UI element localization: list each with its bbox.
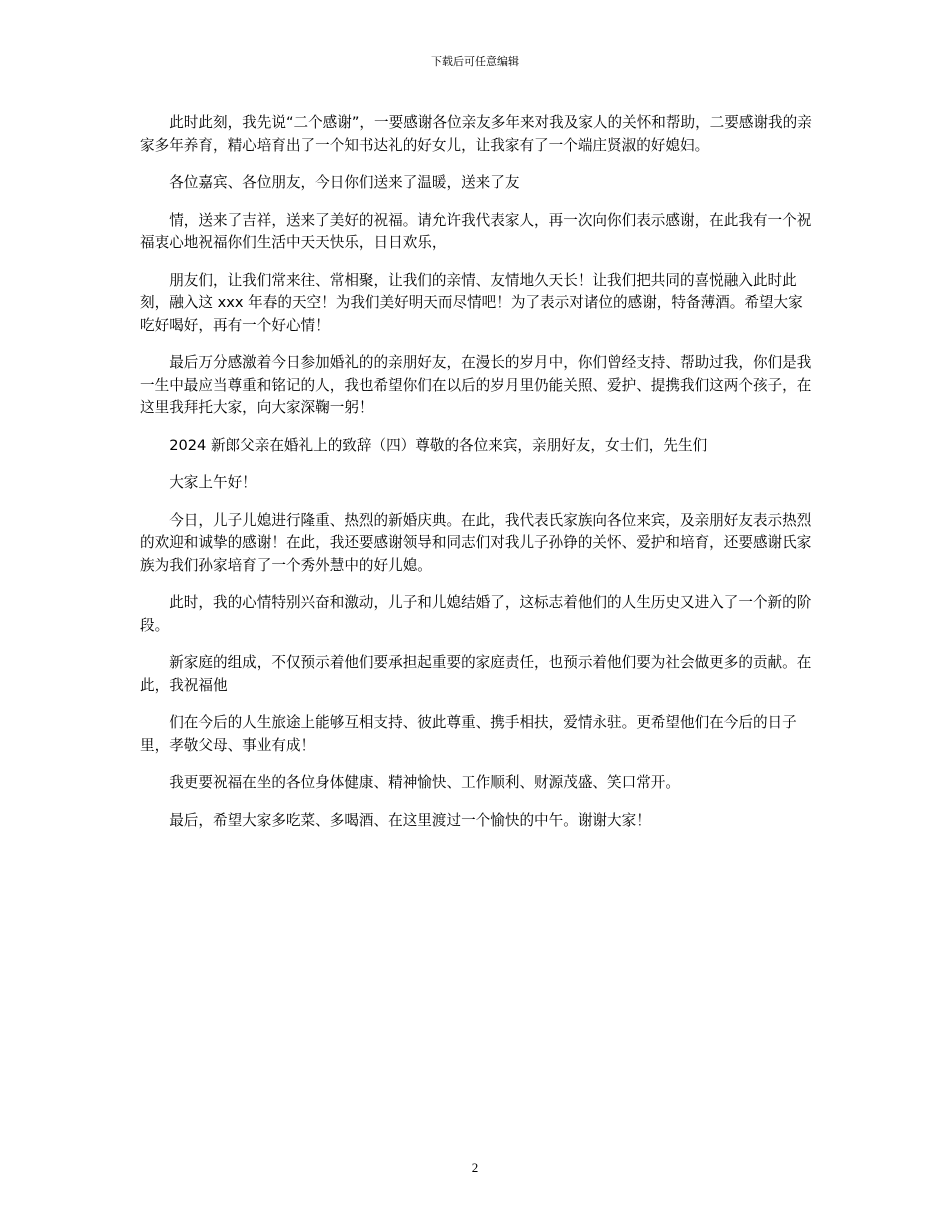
paragraph: 今日，儿子儿媳进行隆重、热烈的新婚庆典。在此，我代表氏家族向各位来宾，及亲朋好友表示热烈的欢迎和诚挚的感谢！在此，我还要感谢领导和同志们对我儿子孙铮的关怀、爱护和培育，还要感谢氏家族为我们孙家培育了一个秀外慧中的好儿媳。 bbox=[140, 511, 812, 574]
paragraph: 各位嘉宾、各位朋友，今日你们送来了温暖，送来了友 bbox=[169, 174, 520, 191]
page-number: 2 bbox=[471, 1160, 479, 1175]
greeting-paragraph: 大家上午好！ bbox=[169, 474, 257, 491]
closing-paragraph: 最后，希望大家多吃菜、多喝酒、在这里渡过一个愉快的中午。谢谢大家！ bbox=[169, 811, 651, 829]
paragraph: 此时此刻，我先说“二个感谢”，一要感谢各位亲友多年来对我及家人的关怀和帮助，二要感谢我的亲家多年养育，精心培育出了一个知书达礼的好女儿，让我家有了一个端庄贤淑的好媳妇。 bbox=[140, 114, 812, 154]
paragraph: 最后万分感激着今日参加婚礼的的亲朋好友，在漫长的岁月中，你们曾经支持、帮助过我，你们是我一生中最应当尊重和铭记的人，我也希望你们在以后的岁月里仍能关照、爱护、提携我们这两个孩子，在这里我拜托大家，向大家深鞠一躬！ bbox=[140, 354, 812, 416]
paragraph: 我更要祝福在坐的各位身体健康、精神愉快、工作顺利、财源茂盛、笑口常开。 bbox=[169, 774, 680, 791]
paragraph: 情，送来了吉祥，送来了美好的祝福。请允许我代表家人，再一次向你们表示感谢，在此我有一个祝福衷心地祝福你们生活中天天快乐，日日欢乐， bbox=[140, 211, 812, 251]
paragraph: 朋友们，让我们常来往、常相聚，让我们的亲情、友情地久天长！让我们把共同的喜悦融入此时此刻，融入这 xxx 年春的天空！为我们美好明天而尽情吧！为了表示对诸位的感谢，特备薄酒。希望大家吃好喝好，再有一个好心情！ bbox=[140, 271, 803, 334]
page-header: 下载后可任意编辑 bbox=[431, 55, 519, 68]
document-body bbox=[140, 112, 812, 847]
paragraph: 此时，我的心情特别兴奋和激动，儿子和儿媳结婚了，这标志着他们的人生历史又进入了一个新的阶段。 bbox=[140, 594, 812, 634]
paragraph: 新家庭的组成，不仅预示着他们要承担起重要的家庭责任，也预示着他们要为社会做更多的贡献。在此，我祝福他 bbox=[140, 654, 812, 694]
section-heading-paragraph: 2024 新郎父亲在婚礼上的致辞（四）尊敬的各位来宾，亲朋好友，女士们，先生们 bbox=[169, 436, 708, 454]
paragraph: 们在今后的人生旅途上能够互相支持、彼此尊重、携手相扶，爱情永驻。更希望他们在今后的日子里，孝敬父母、事业有成！ bbox=[140, 714, 797, 754]
